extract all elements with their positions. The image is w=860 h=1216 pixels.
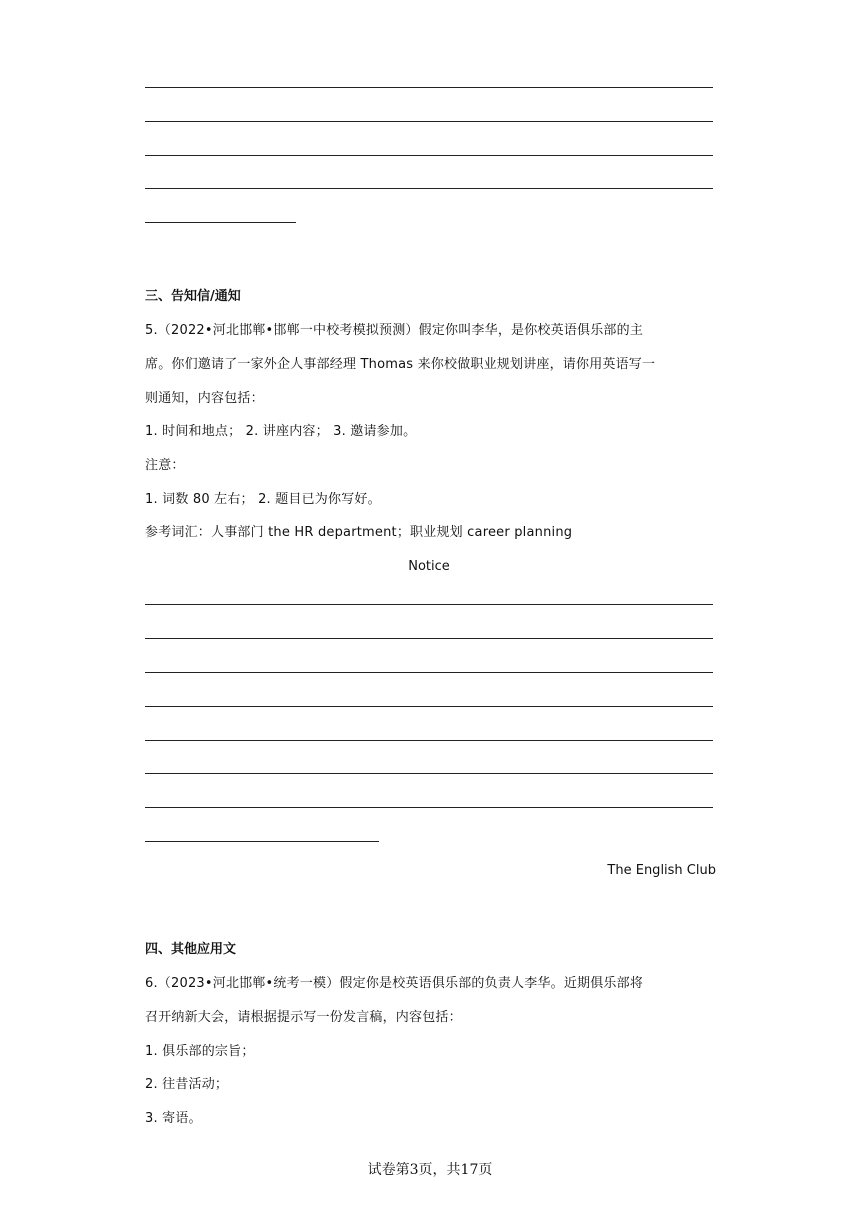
answer-line [145,706,713,707]
notice-title: Notice [408,559,450,574]
answer-line [145,188,713,189]
note-items: 1. 词数 80 左右； 2. 题目已为你写好。 [145,492,381,507]
answer-line [145,155,713,156]
section-heading: 四、其他应用文 [145,942,237,957]
answer-line [145,672,713,673]
question-text: 5.（2022•河北邯郸•邯郸一中校考模拟预测）假定你叫李华，是你校英语俱乐部的主 [145,323,644,338]
answer-line [145,121,713,122]
answer-line-short [145,841,379,842]
question-points: 1. 时间和地点； 2. 讲座内容； 3. 邀请参加。 [145,424,417,439]
answer-line [145,604,713,605]
question-text: 6.（2023•河北邯郸•统考一模）假定你是校英语俱乐部的负责人李华。近期俱乐部将 [145,976,644,991]
answer-line [145,807,713,808]
question-item: 3. 寄语。 [145,1111,202,1126]
question-text: 召开纳新大会，请根据提示写一份发言稿，内容包括： [145,1010,462,1025]
question-item: 2. 往昔活动； [145,1077,229,1092]
answer-line [145,87,713,88]
page-number: 试卷第3页，共17页 [367,1162,493,1178]
answer-line [145,773,713,774]
answer-line-short [145,222,296,223]
question-text: 席。你们邀请了一家外企人事部经理 Thomas 来你校做职业规划讲座，请你用英语写一 [145,357,656,372]
reference-vocabulary: 参考词汇：人事部门 the HR department；职业规划 career planning [145,525,573,540]
note-label: 注意： [145,458,185,473]
answer-line [145,638,713,639]
answer-line [145,740,713,741]
section-heading: 三、告知信/通知 [145,289,241,304]
question-text: 则通知，内容包括： [145,391,264,406]
question-item: 1. 俱乐部的宗旨； [145,1044,255,1059]
signature: The English Club [607,863,716,878]
